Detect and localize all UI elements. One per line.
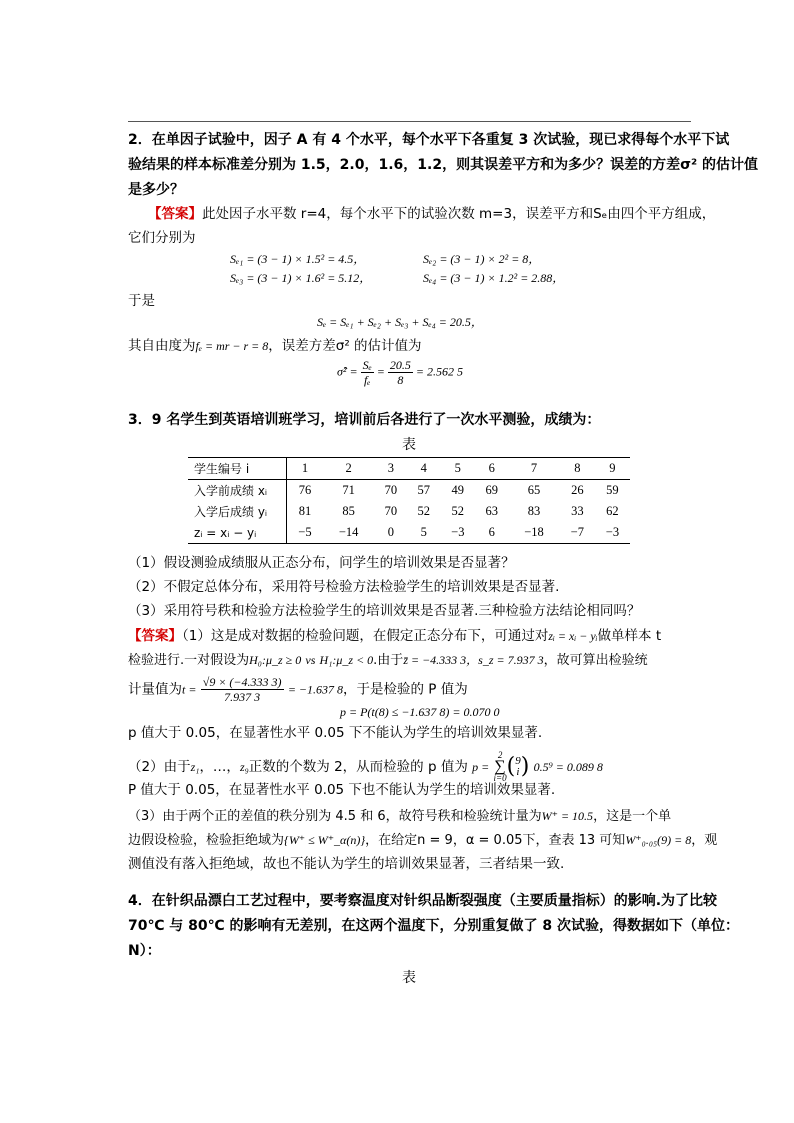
table-cell: −3 [451, 525, 465, 539]
a1-l2-pre: 检验进行.一对假设为 [128, 653, 250, 668]
q2-title-line-2: 验结果的样本标准差分别为 1.5，2.0，1.6，1.2，则其误差平方和为多少？误差的方差σ² 的估计值 [128, 157, 758, 173]
table-cell: 7 [508, 458, 560, 480]
critical-value: W⁺₀.₀₅(9) = 8 [625, 833, 692, 847]
table-cell: 59 [606, 483, 619, 497]
a3-l2-pre: 边假设检验，检验拒绝域为 [128, 833, 285, 848]
a3-post: ，这是一个单 [593, 809, 672, 824]
q4-table-caption: 表 [402, 970, 416, 986]
q4-title-line-2: 70℃ 与 80℃ 的影响有无差别，在这两个温度下，分别重复做了 8 次试验，得数据如下（单位： [128, 918, 739, 934]
frac-num: 20.5 [389, 358, 411, 372]
frac-num: √9 × (−4.333 3) [202, 675, 282, 689]
equation-h1: H₁:μ_z < 0 [319, 653, 374, 667]
equation-se-sum: Sₑ = Sₑ₁ + Sₑ₂ + Sₑ₃ + Sₑ₄ = 20.5， [317, 315, 483, 329]
q4-title-line-3: N）： [128, 943, 161, 959]
z9: z₉ [239, 760, 249, 774]
table-cell: 5 [440, 458, 475, 480]
binom-top: 9 [515, 755, 521, 767]
table-cell: 6 [488, 525, 495, 539]
q2-then: 于是 [128, 293, 155, 309]
rejection-region: {W⁺ ≤ W⁺_α(n)} [284, 833, 366, 847]
q2-df-line [128, 336, 422, 356]
equation-h0: H₀:μ_z ≥ 0 [249, 653, 302, 667]
table-cell: 2 [323, 458, 375, 480]
sum-bottom: i=0 [493, 773, 507, 783]
equation-df: fₑ = mr − r = 8 [195, 339, 269, 353]
fraction-value [388, 358, 413, 387]
table-cell: −14 [338, 525, 359, 539]
summation: 2 ∑ i=0 [493, 750, 507, 783]
equation-se2: Sₑ₂ = (3 − 1) × 2² = 8， [423, 252, 541, 266]
a1-l3-post: ，于是检验的 P 值为 [343, 681, 468, 698]
equation-se3: Sₑ₃ = (3 − 1) × 1.6² = 5.12， [230, 271, 372, 285]
equation-variance-estimate [337, 358, 463, 387]
frac-num: Sₑ [362, 358, 372, 372]
df-prefix: 其自由度为 [128, 338, 196, 354]
table-cell: 85 [342, 504, 355, 518]
p-rhs: 0.5⁹ = 0.089 8 [533, 760, 603, 774]
table-cell: 71 [342, 483, 355, 497]
vs-text: vs [305, 653, 316, 667]
table-cell: 83 [527, 504, 541, 518]
table-cell: 26 [571, 483, 584, 497]
table-cell: 62 [606, 504, 619, 518]
header-rule [128, 121, 691, 122]
est-result: = 2.562 5 [415, 364, 463, 379]
a3-l2-mid: ，在给定n = 9，α = 0.05下，查表 13 可知 [365, 833, 626, 848]
q4-title-line-1: 4．在针织品漂白工艺过程中，要考察温度对针织品断裂强度（主要质量指标）的影响.为了比较 [128, 893, 718, 909]
equation-pvalue-t: p = P(t(8) ≤ −1.637 8) = 0.070 0 [340, 705, 500, 719]
q3-title: 3．9 名学生到英语培训班学习，培训前后各进行了一次水平测验，成绩为： [128, 412, 601, 428]
q3-a3-line-3: 测值没有落入拒绝域，故也不能认为学生的培训效果显著，三者结果一致. [128, 856, 565, 872]
table-cell: 70 [384, 483, 398, 497]
table-cell: 8 [560, 458, 595, 480]
a2-pre: （2）由于 [128, 759, 191, 775]
table-cell: 49 [451, 483, 465, 497]
equation-zbar: z̄ = −4.333 3，s_z = 7.937 3 [403, 653, 544, 667]
z1: z₁ [190, 760, 200, 774]
table-cell: 0 [387, 525, 394, 539]
q3-table-caption: 表 [402, 437, 416, 453]
a1-text-post: 做单样本 t [597, 628, 662, 644]
table-cell: −7 [570, 525, 584, 539]
row-label: 学生编号 i [188, 458, 287, 480]
table-cell: 6 [475, 458, 508, 480]
sum-top: 2 [497, 750, 503, 760]
table-cell: 1 [287, 458, 323, 480]
table-cell: 65 [527, 483, 541, 497]
q3-answer-line-3 [128, 675, 468, 704]
q3-sub-1: （1）假设测验成绩服从正态分布，问学生的培训效果是否显著？ [128, 555, 515, 571]
row-label: 入学后成绩 yᵢ [188, 501, 287, 522]
row-label: zᵢ = xᵢ − yᵢ [188, 522, 287, 544]
table-cell: 63 [485, 504, 499, 518]
q3-answer-line-2 [128, 650, 648, 671]
a1-l3-pre: 计量值为 [128, 681, 182, 698]
table-cell: 76 [298, 483, 312, 497]
a3-pre: （3）由于两个正的差值的秩分别为 4.5 和 6，故符号秩和检验统计量为 [128, 809, 542, 824]
table-cell: 33 [571, 504, 584, 518]
q3-answer-line-1 [128, 626, 661, 646]
q2-answer-line-1 [148, 204, 715, 224]
frac-den: 8 [397, 373, 404, 387]
est-lhs: σ̂² = [337, 364, 358, 379]
table-cell: 4 [407, 458, 440, 480]
answer-tag: 【答案】 [148, 206, 202, 222]
q2-answer-text: 此处因子水平数 r=4，每个水平下的试验次数 m=3，误差平方和Sₑ由四个平方组成， [202, 206, 716, 222]
q3-sub-2: （2）不假定总体分布，采用符号检验方法检验学生的培训效果是否显著. [128, 579, 560, 595]
fraction-se-fe [361, 358, 374, 387]
table-cell: 70 [384, 504, 398, 518]
table-cell: 57 [417, 483, 431, 497]
scores-table [188, 457, 630, 544]
table-cell: 52 [451, 504, 465, 518]
table-cell: 81 [298, 504, 312, 518]
binom-bottom: i [516, 766, 520, 778]
table-cell: −5 [298, 525, 312, 539]
equation-zi: zᵢ = xᵢ − yᵢ [548, 629, 598, 643]
equation-se4: Sₑ₄ = (3 − 1) × 1.2² = 2.88， [423, 271, 565, 285]
table-cell: 9 [595, 458, 630, 480]
table-row-ids [188, 458, 630, 480]
q2-answer-line-2: 它们分别为 [128, 230, 196, 246]
q3-a1-conclusion: p 值大于 0.05，在显著性水平 0.05 下不能认为学生的培训效果显著. [128, 725, 543, 741]
table-cell: 69 [485, 483, 499, 497]
a2-mid: 正数的个数为 2，从而检验的 p 值为 [248, 759, 468, 775]
t-lhs: t = [182, 682, 197, 697]
table-row-z [188, 522, 630, 544]
a3-l2-post: ，观 [691, 833, 718, 848]
table-cell: 5 [420, 525, 427, 539]
est-eq: = [376, 364, 385, 379]
q3-a2-line: （2）由于z₁，…，z₉正数的个数为 2，从而检验的 p 值为 p = 2 ∑ i=0 ( 9 i ) 0.5⁹ = 0.089 8 [128, 750, 603, 783]
answer-tag: 【答案】 [128, 628, 182, 644]
fraction-t [201, 675, 284, 704]
frac-den: fₑ [363, 373, 371, 387]
q2-title-line-3: 是多少？ [128, 182, 184, 198]
table-row-y [188, 501, 630, 522]
row-label: 入学前成绩 xᵢ [188, 480, 287, 502]
a1-l2-post: ，故可算出检验统 [543, 653, 648, 668]
p-lhs: p = [472, 760, 490, 774]
table-row-x [188, 480, 630, 502]
equation-se1: Sₑ₁ = (3 − 1) × 1.5² = 4.5， [230, 252, 366, 266]
w-plus: W⁺ = 10.5 [541, 809, 594, 823]
q3-a3-line-2 [128, 830, 717, 851]
q3-sub-3: （3）采用符号秩和检验方法检验学生的培训效果是否显著.三种检验方法结论相同吗？ [128, 603, 641, 619]
a1-text: （1）这是成对数据的检验问题，在假定正态分布下，可通过对 [182, 628, 549, 644]
frac-den: 7.937 3 [224, 690, 261, 704]
table-cell: −3 [605, 525, 620, 539]
a2-ellipsis: ，…， [199, 759, 240, 775]
table-cell: −18 [524, 525, 544, 539]
t-result: = −1.637 8 [287, 682, 344, 697]
df-suffix: ，误差方差σ² 的估计值为 [268, 338, 422, 354]
a1-l2-mid: .由于 [373, 653, 404, 668]
table-cell: 3 [374, 458, 407, 480]
q3-a2-conclusion: P 值大于 0.05，在显著性水平 0.05 下也不能认为学生的培训效果显著. [128, 782, 556, 798]
q2-title-line-1: 2．在单因子试验中，因子 A 有 4 个水平，每个水平下各重复 3 次试验，现已求得每个水平下试 [128, 132, 730, 148]
q3-a3-line-1 [128, 806, 671, 827]
table-cell: 52 [417, 504, 431, 518]
